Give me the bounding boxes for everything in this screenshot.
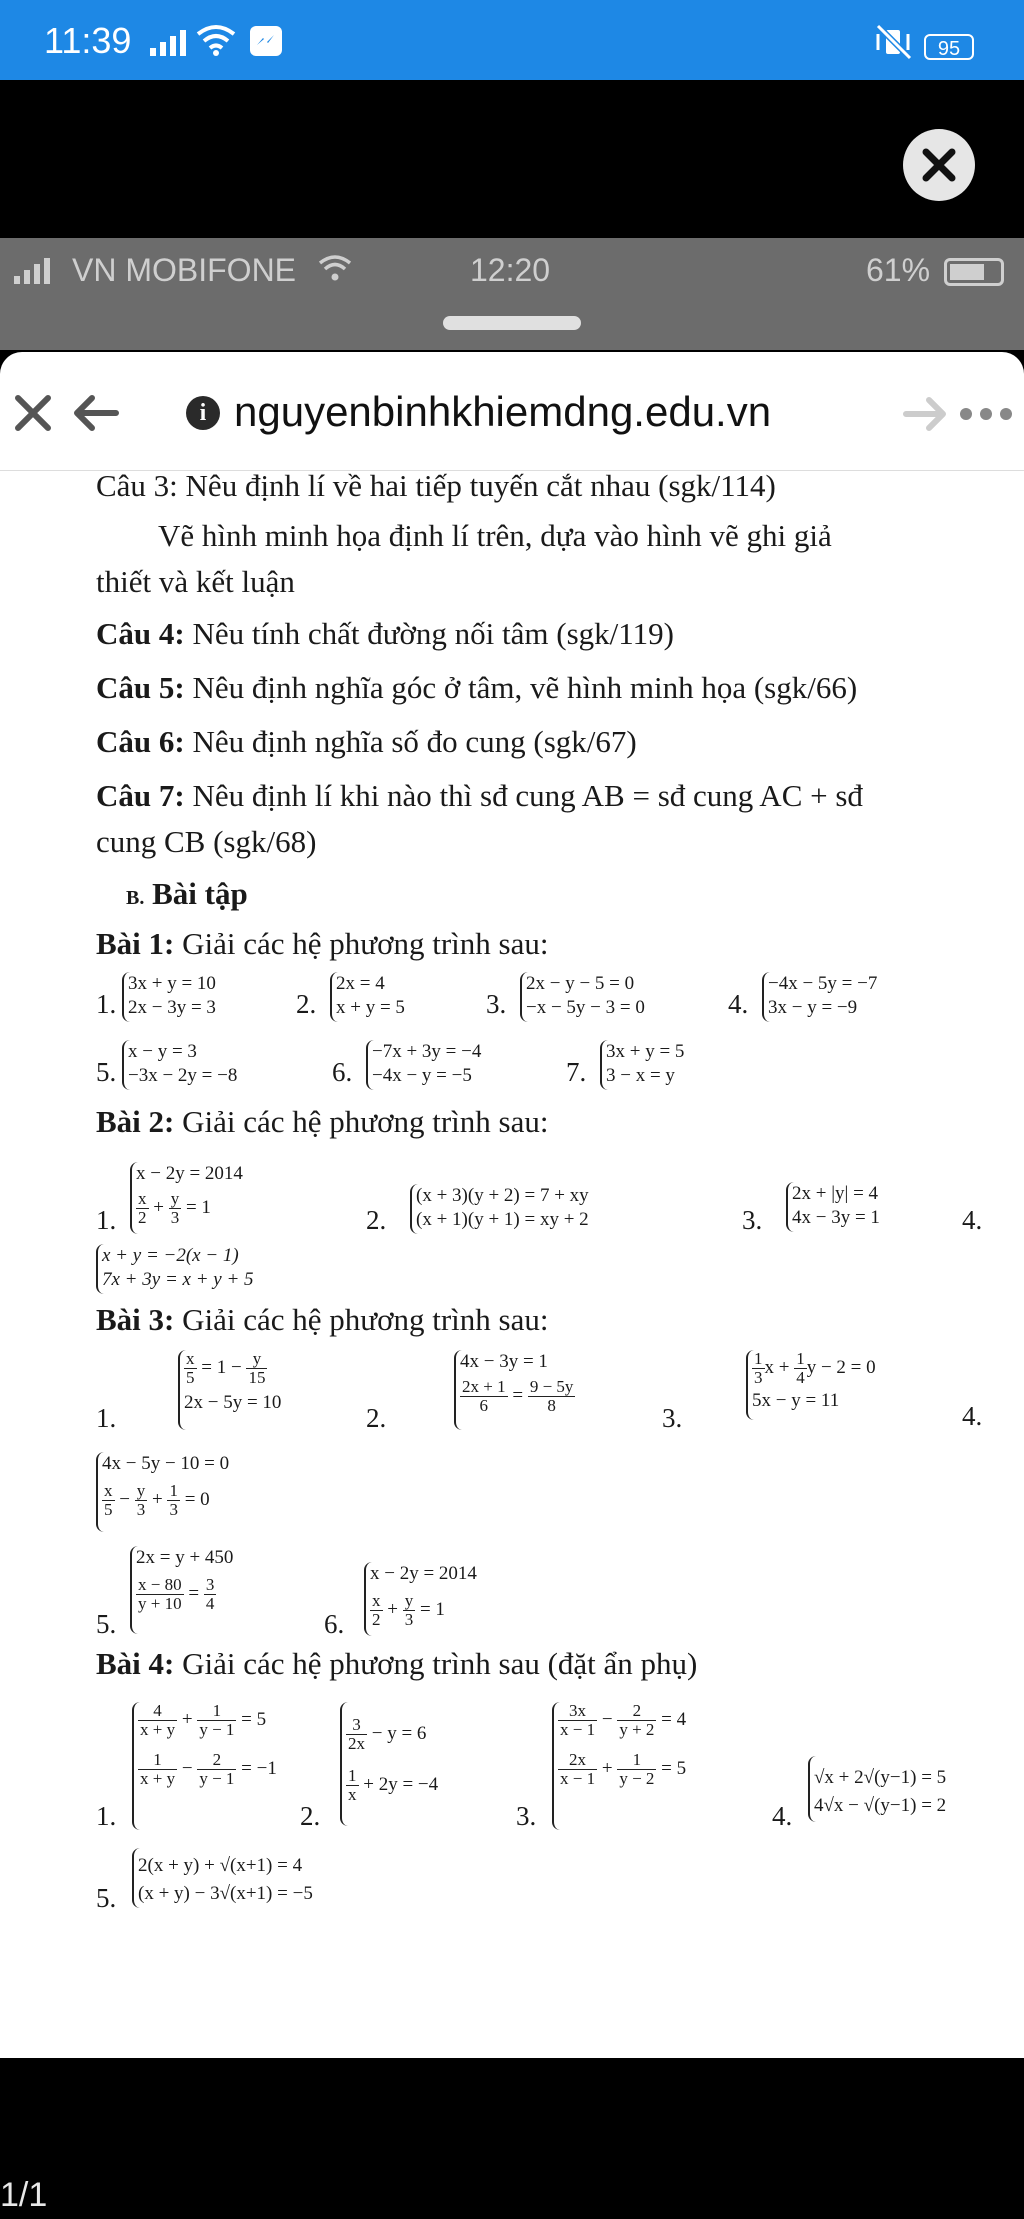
question-4: Câu 4: Nêu tính chất đường nối tâm (sgk/119) <box>96 616 674 651</box>
bai1-system-2: 2. 2x = 4 x + y = 5 <box>296 972 426 1026</box>
viewer-header <box>0 80 1024 238</box>
close-viewer-button[interactable] <box>903 129 975 201</box>
bai1-system-6: 6. −7x + 3y = −4 −4x − y = −5 <box>332 1040 522 1094</box>
viewer-footer <box>0 2058 1024 2219</box>
doc-line: thiết và kết luận <box>96 564 295 599</box>
bai1-system-1: 1. 3x + y = 10 2x − 3y = 3 <box>96 972 246 1026</box>
inner-time: 12:20 <box>470 252 551 288</box>
bai1-system-3: 3. 2x − y − 5 = 0 −x − 5y − 3 = 0 <box>486 972 686 1026</box>
bai3-system-6: 6. x − 2y = 2014 $\frac{x}{2}$ + $\frac{y}{3}$ = 1 <box>324 1563 477 1639</box>
close-icon <box>922 148 956 182</box>
bai-4-heading: Bài 4: Giải các hệ phương trình sau (đặt ẩn phụ) <box>96 1646 698 1681</box>
status-time: 11:39 <box>44 20 132 61</box>
bai2-system-1: 1. x − 2y = 2014 $\frac{x}{2}$ + $\frac{y}{3}$ = 1 <box>96 1163 243 1235</box>
bai4-system-4: 4. √x + 2√(y−1) = 5 4√x − √(y−1) = 2 <box>772 1756 992 1836</box>
bai-3-heading: Bài 3: Giải các hệ phương trình sau: <box>96 1302 549 1337</box>
vibrate-mute-icon <box>874 24 914 60</box>
inner-battery-icon <box>944 258 1004 286</box>
inner-status-bar <box>0 238 1024 350</box>
bai-1-heading: Bài 1: Giải các hệ phương trình sau: <box>96 926 549 961</box>
bai3-system-4: 4x − 5y − 10 = 0 $\frac{x}{5}$ − $\frac{y}{3}$ + $\frac{1}{3}$ = 0 <box>96 1452 296 1536</box>
question-7: Câu 7: Nêu định lí khi nào thì sđ cung AB = sđ cung AC + sđ <box>96 778 863 813</box>
doc-line: Vẽ hình minh họa định lí trên, dựa vào hình vẽ ghi giả <box>158 518 832 553</box>
bai2-system-3: 3. 2x + |y| = 4 4x − 3y = 1 <box>742 1183 880 1235</box>
section-b-heading: B. Bài tập <box>126 876 248 911</box>
bai3-system-4-number: 4. <box>962 1401 983 1431</box>
bai2-system-4: x + y = −2(x − 1) 7x + 3y = x + y + 5 <box>96 1244 296 1298</box>
inner-battery-percent: 61% <box>866 252 931 288</box>
browser-sheet <box>0 352 1024 2058</box>
status-bar <box>0 0 1024 80</box>
close-tab-icon[interactable] <box>12 392 54 434</box>
wifi-icon <box>196 24 236 56</box>
url-text[interactable]: nguyenbinhkhiemdng.edu.vn <box>234 388 772 435</box>
battery-icon: 95 <box>924 34 974 60</box>
signal-icon <box>150 26 186 56</box>
messenger-icon <box>250 26 282 56</box>
browser-url-bar <box>0 352 1024 471</box>
bai3-system-1: 1. $\frac{x}{5}$ = 1 − $\frac{y}{15}$ 2x − 5y = 10 <box>96 1349 282 1433</box>
bai2-system-4-number: 4. <box>962 1205 983 1235</box>
question-6: Câu 6: Nêu định nghĩa số đo cung (sgk/67) <box>96 724 637 759</box>
bai4-system-2: 2. $\frac{3}{2x}$ − y = 6 $\frac{1}{x}$ + 2y = −4 <box>300 1702 480 1834</box>
bai3-system-2: 2. 4x − 3y = 1 $\frac{2x + 1}{6}$ = $\frac{9 - 5y}{8}$ <box>366 1351 574 1433</box>
bai4-system-5: 5. 2(x + y) + √(x+1) = 4 (x + y) − 3√(x+1) = −5 <box>96 1848 356 1922</box>
bai-2-heading: Bài 2: Giải các hệ phương trình sau: <box>96 1104 549 1139</box>
back-arrow-icon[interactable] <box>72 392 120 434</box>
doc-line: Câu 3: Nêu định lí về hai tiếp tuyến cắt nhau (sgk/114) <box>96 468 776 503</box>
doc-line: cung CB (sgk/68) <box>96 824 317 859</box>
bai3-system-3: 3. $\frac{1}{3}$ x + $\frac{1}{4}$ y − 2 = 0 5x − y = 11 <box>662 1349 876 1433</box>
bai4-system-3: 3. $\frac{3x}{x - 1}$ − $\frac{2}{y + 2}$ = 4 $\frac{2x}{x - 1}$ + $\frac{1}{y - 2}$ = 5 <box>516 1701 687 1831</box>
site-info-icon[interactable]: i <box>186 396 220 430</box>
inner-signal-icon <box>14 258 50 284</box>
bai1-system-5: 5. x − y = 3 −3x − 2y = −8 <box>96 1040 276 1094</box>
drag-handle[interactable] <box>443 316 581 330</box>
inner-wifi-icon <box>318 254 352 282</box>
bai3-system-5: 5. 2x = y + 450 $\frac{x - 80}{y + 10}$ = $\frac{3}{4}$ <box>96 1547 234 1639</box>
bai4-system-1: 1. $\frac{4}{x + y}$ + $\frac{1}{y - 1}$ = 5 $\frac{1}{x + y}$ − $\frac{2}{y - 1}$ = −1 <box>96 1701 277 1831</box>
question-5: Câu 5: Nêu định nghĩa góc ở tâm, vẽ hình minh họa (sgk/66) <box>96 670 858 705</box>
bai1-system-7: 7. 3x + y = 5 3 − x = y <box>566 1040 726 1094</box>
page-indicator: 1/1 <box>0 2176 48 2214</box>
more-menu-icon[interactable] <box>960 408 1012 420</box>
bai2-system-2: 2. (x + 3)(y + 2) = 7 + xy (x + 1)(y + 1) = xy + 2 <box>366 1185 589 1235</box>
inner-carrier: VN MOBIFONE <box>72 252 297 288</box>
bai1-system-4: 4. −4x − 5y = −7 3x − y = −9 <box>728 972 928 1026</box>
forward-arrow-icon[interactable] <box>902 394 948 434</box>
